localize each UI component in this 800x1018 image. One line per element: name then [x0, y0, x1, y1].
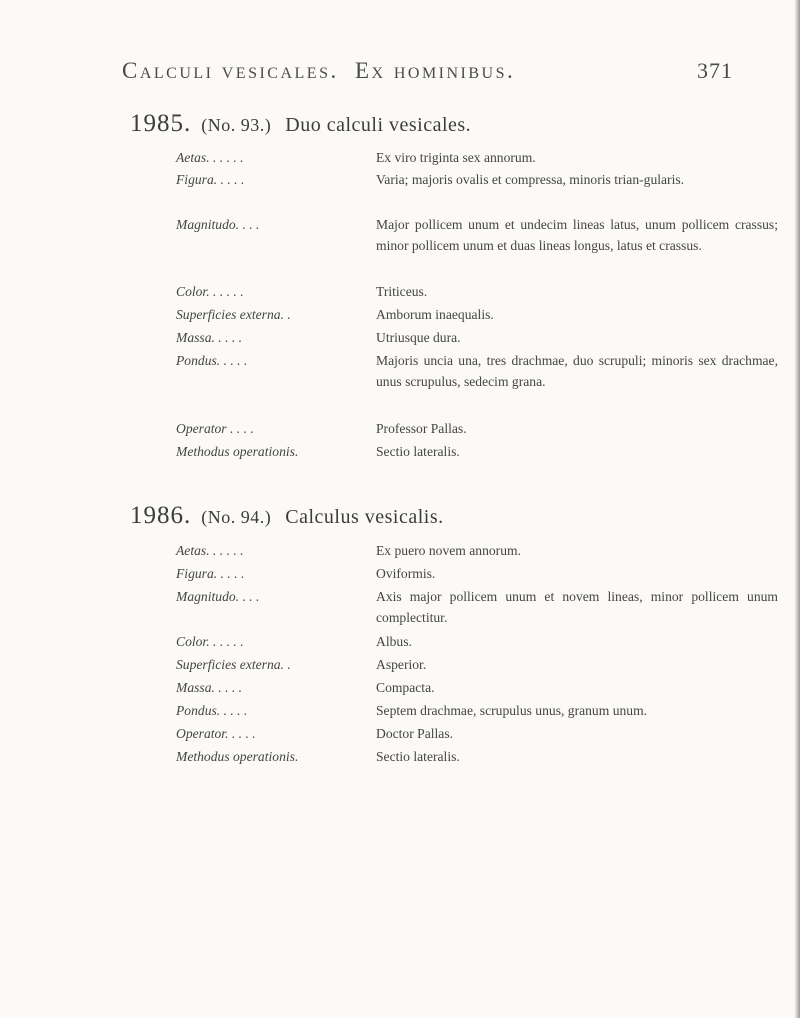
- field-label: Aetas. . . . . .: [176, 150, 244, 165]
- field-label: Pondus. . . . .: [176, 353, 248, 368]
- field-label: Operator . . . .: [176, 421, 254, 436]
- field-label: Massa. . . . .: [176, 680, 243, 695]
- field-label: Superficies externa. .: [176, 307, 291, 322]
- field-label: Methodus operationis.: [176, 749, 299, 764]
- field-label: Magnitudo. . . .: [176, 589, 260, 604]
- entry-number: 1985.: [130, 110, 192, 137]
- field-value: Professor Pallas.: [376, 421, 467, 436]
- field-label: Operator. . . . .: [176, 726, 256, 741]
- field-value: Sectio lateralis.: [376, 444, 460, 459]
- field-value: Sectio lateralis.: [376, 749, 460, 764]
- field-value: Varia; majoris ovalis et compressa, minoris trian-gularis.: [376, 172, 685, 187]
- field-label: Figura. . . . .: [176, 172, 245, 187]
- field-value: Axis major pollicem unum et novem lineas, minor pollicem unum complectitur.: [376, 589, 778, 625]
- header-title-part1: Calculi vesicales.: [122, 58, 339, 83]
- entry-heading: [130, 110, 471, 138]
- field-label: Color. . . . . .: [176, 634, 244, 649]
- page-edge: [794, 0, 800, 1018]
- field-value: Albus.: [376, 634, 412, 649]
- field-value: Asperior.: [376, 657, 427, 672]
- header-title-part2: Ex hominibus.: [354, 58, 516, 83]
- running-header: [122, 58, 733, 98]
- field-value: Major pollicem unum et undecim lineas latus, unum pollicem crassus; minor pollicem unum et duas lineas longus, latus et crassus.: [376, 217, 778, 253]
- field-value: Majoris uncia una, tres drachmae, duo scrupuli; minoris sex drachmae, unus scrupulus, sedecim grana.: [376, 353, 778, 389]
- entry-number: 1986.: [130, 502, 192, 529]
- entry-title: Duo calculi vesicales.: [285, 114, 472, 136]
- field-value: Utriusque dura.: [376, 330, 461, 345]
- entry-heading: [130, 502, 444, 530]
- entry-label: (No. 93.): [201, 115, 272, 135]
- field-label: Magnitudo. . . .: [176, 217, 260, 232]
- field-label: Superficies externa. .: [176, 657, 291, 672]
- field-label: Pondus. . . . .: [176, 703, 248, 718]
- field-value: Doctor Pallas.: [376, 726, 454, 741]
- entry-label: (No. 94.): [201, 507, 272, 527]
- field-value: Ex viro triginta sex annorum.: [376, 150, 536, 165]
- field-label: Massa. . . . .: [176, 330, 243, 345]
- field-value: Triticeus.: [376, 284, 428, 299]
- field-value: Compacta.: [376, 680, 435, 695]
- field-label: Aetas. . . . . .: [176, 543, 244, 558]
- field-value: Oviformis.: [376, 566, 436, 581]
- field-value: Ex puero novem annorum.: [376, 543, 521, 558]
- field-label: Color. . . . . .: [176, 284, 244, 299]
- field-value: Amborum inaequalis.: [376, 307, 494, 322]
- field-label: Figura. . . . .: [176, 566, 245, 581]
- field-label: Methodus operationis.: [176, 444, 299, 459]
- field-value: Septem drachmae, scrupulus unus, granum unum.: [376, 703, 648, 718]
- entry-title: Calculus vesicalis.: [285, 506, 444, 528]
- page-number: 371: [697, 58, 733, 83]
